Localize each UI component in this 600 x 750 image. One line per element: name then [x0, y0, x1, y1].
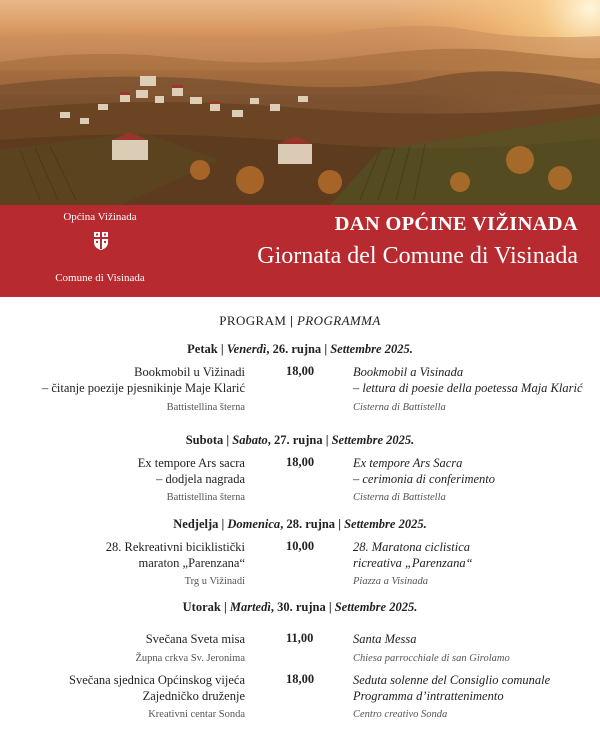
page-title-hr: DAN OPĆINE VIŽINADA	[334, 213, 578, 235]
day-label-hr: Petak	[187, 342, 218, 356]
event-time: 18,00	[286, 364, 315, 378]
event-place-it: Centro creativo Sonda	[353, 709, 448, 720]
event-place-it: Cisterna di Battistella	[353, 492, 446, 503]
event-title-hr: Ex tempore Ars sacra	[137, 456, 245, 470]
program-heading-it: PROGRAMMA	[296, 313, 381, 328]
day-heading: Petak | Venerdì, 26. rujna | Settembre 2025.	[187, 342, 413, 356]
hero-landscape-image	[0, 0, 600, 205]
event-title-hr: 28. Rekreativni biciklistički	[105, 540, 245, 554]
day-date-hr: 30. rujna	[277, 600, 326, 614]
day-date-it: Settembre 2025.	[331, 433, 415, 447]
municipality-name-it: Comune di Visinada	[55, 272, 145, 284]
event-title-it: 28. Maratona ciclistica	[353, 540, 470, 554]
event-subtitle-hr: – dodjela nagrada	[156, 472, 245, 486]
event-title-it: Seduta solenne del Consiglio comunale	[353, 673, 551, 687]
day-heading: Nedjelja | Domenica, 28. rujna | Settembre 2025.	[173, 517, 427, 531]
event-title-hr: Svečana sjednica Općinskog vijeća	[69, 673, 245, 687]
event-place-it: Chiesa parrocchiale di san Girolamo	[353, 653, 510, 664]
event-time: 18,00	[286, 455, 315, 469]
program-heading-hr: PROGRAM	[219, 313, 287, 328]
event-place-hr: Battistellina šterna	[166, 492, 245, 503]
event-subtitle-it: – lettura di poesie della poetessa Maja Klarić	[353, 381, 583, 395]
event-time: 11,00	[286, 631, 314, 645]
event-title-hr: Svečana Sveta misa	[145, 632, 245, 646]
event-title-it: Bookmobil a Visinada	[353, 365, 464, 379]
municipality-name-hr: Općina Vižinada	[63, 211, 137, 223]
day-heading: Utorak | Martedì, 30. rujna | Settembre 2025.	[182, 600, 418, 614]
day-date-it: Settembre 2025.	[344, 517, 427, 531]
day-date-hr: 28. rujna	[286, 517, 336, 531]
event-subtitle-it: Programma d’intrattenimento	[353, 689, 504, 703]
event-subtitle-hr: Zajedničko druženje	[142, 689, 245, 703]
event-subtitle-it: – cerimonia di conferimento	[353, 472, 495, 486]
program-heading: PROGRAM | PROGRAMMA	[219, 313, 381, 328]
day-label-hr: Utorak	[182, 600, 221, 614]
day-heading: Subota | Sabato, 27. rujna | Settembre 2025.	[185, 433, 415, 447]
day-label-hr: Nedjelja	[173, 517, 219, 531]
coat-of-arms-icon	[94, 232, 108, 250]
event-title-it: Ex tempore Ars Sacra	[353, 456, 463, 470]
event-subtitle-hr: maraton „Parenzana“	[138, 556, 245, 570]
event-place-hr: Župna crkva Sv. Jeronima	[135, 653, 245, 664]
day-date-hr: 26. rujna	[272, 342, 322, 356]
event-title-hr: Bookmobil u Vižinadi	[134, 365, 245, 379]
day-date-it: Settembre 2025.	[334, 600, 418, 614]
day-date-hr: 27. rujna	[273, 433, 323, 447]
day-label-it: Venerdì	[226, 342, 267, 356]
day-label-it: Sabato	[232, 433, 268, 447]
event-place-it: Piazza a Visinada	[353, 576, 429, 587]
day-label-it: Martedì	[229, 600, 271, 614]
day-label-it: Domenica	[227, 517, 281, 531]
day-label-hr: Subota	[185, 433, 224, 447]
page-title-it: Giornata del Comune di Visinada	[257, 243, 578, 269]
event-subtitle-hr: – čitanje poezije pjesnikinje Maje Klarić	[41, 381, 245, 395]
event-title-it: Santa Messa	[353, 632, 417, 646]
day-date-it: Settembre 2025.	[330, 342, 413, 356]
event-place-hr: Kreativni centar Sonda	[148, 709, 245, 720]
event-place-hr: Trg u Vižinadi	[184, 576, 245, 587]
event-place-hr: Battistellina šterna	[166, 402, 245, 413]
event-time: 18,00	[286, 672, 315, 686]
event-time: 10,00	[286, 539, 315, 553]
event-subtitle-it: ricreativa „Parenzana“	[353, 556, 473, 570]
event-place-it: Cisterna di Battistella	[353, 402, 446, 413]
